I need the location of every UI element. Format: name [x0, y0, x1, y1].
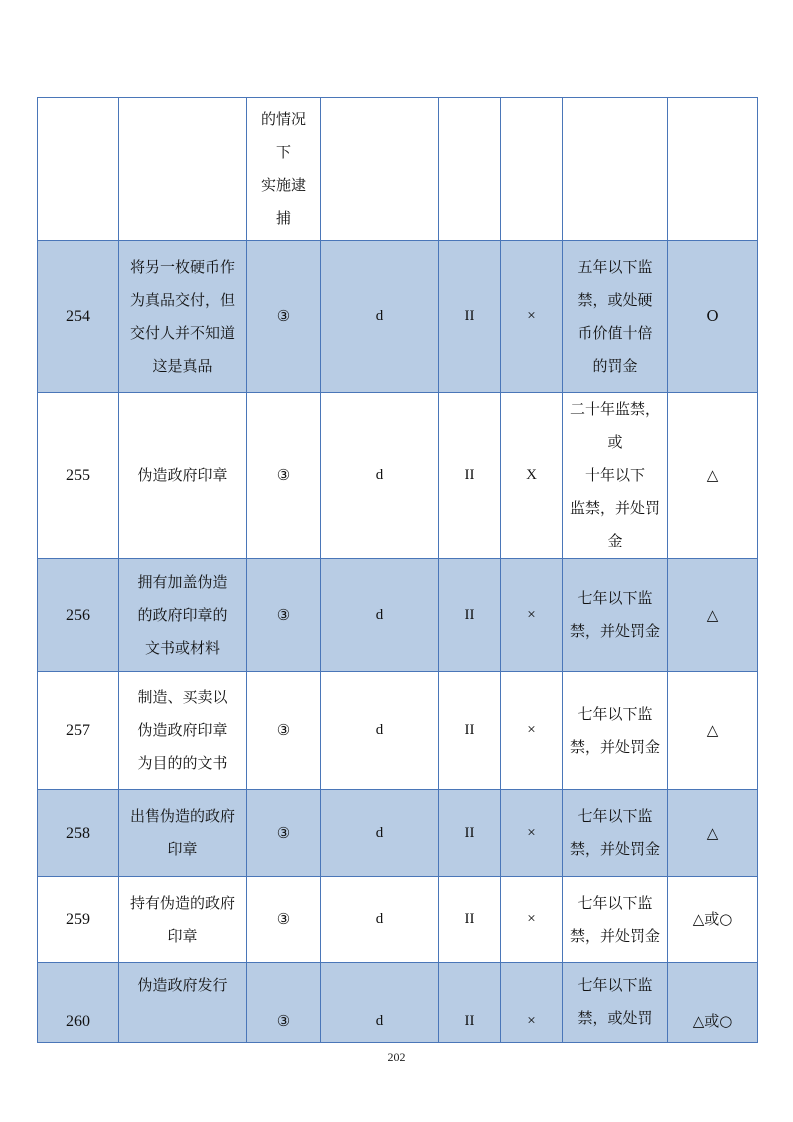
section-number-cell: 258	[38, 790, 119, 877]
table-row	[38, 790, 758, 877]
offense-description-cell: 伪造政府印章	[119, 393, 247, 559]
mark-cell: ×	[501, 559, 563, 672]
offense-table	[37, 97, 758, 1043]
section-number-cell	[38, 98, 119, 241]
offense-description-cell: 持有伪造的政府 印章	[119, 877, 247, 963]
section-number-cell: 257	[38, 672, 119, 790]
class-cell: II	[439, 790, 501, 877]
category-cell: d	[321, 790, 439, 877]
mark-cell: X	[501, 393, 563, 559]
arrest-condition-cell: ③	[247, 877, 321, 963]
symbol-cell	[668, 98, 758, 241]
mark-cell	[501, 98, 563, 241]
class-cell: II	[439, 877, 501, 963]
symbol-cell: △	[668, 559, 758, 672]
penalty-cell: 七年以下监 禁，并处罚金	[563, 672, 668, 790]
arrest-condition-cell: 的情况 下 实施逮 捕	[247, 98, 321, 241]
offense-description-cell	[119, 98, 247, 241]
penalty-cell: 七年以下监 禁，并处罚金	[563, 790, 668, 877]
arrest-condition-cell: ③	[247, 790, 321, 877]
offense-description-cell: 将另一枚硬币作 为真品交付，但 交付人并不知道 这是真品	[119, 241, 247, 393]
arrest-condition-cell: ③	[247, 963, 321, 1043]
penalty-cell	[563, 98, 668, 241]
category-cell	[321, 98, 439, 241]
table-row	[38, 963, 758, 1043]
offense-description-cell: 拥有加盖伪造 的政府印章的 文书或材料	[119, 559, 247, 672]
category-cell: d	[321, 393, 439, 559]
penalty-cell: 七年以下监 禁，并处罚金	[563, 877, 668, 963]
category-cell: d	[321, 877, 439, 963]
symbol-cell: O	[668, 241, 758, 393]
arrest-condition-cell: ③	[247, 393, 321, 559]
offense-description-cell: 伪造政府发行	[119, 963, 247, 1043]
category-cell: d	[321, 963, 439, 1043]
section-number-cell: 259	[38, 877, 119, 963]
section-number-cell: 254	[38, 241, 119, 393]
class-cell: II	[439, 393, 501, 559]
table-row	[38, 98, 758, 241]
table-row	[38, 559, 758, 672]
mark-cell: ×	[501, 241, 563, 393]
symbol-cell: △或○	[668, 877, 758, 963]
page-number: 202	[387, 1050, 406, 1064]
section-number-cell: 255	[38, 393, 119, 559]
class-cell: II	[439, 559, 501, 672]
penalty-cell: 五年以下监 禁，或处硬 币价值十倍 的罚金	[563, 241, 668, 393]
table-row	[38, 672, 758, 790]
category-cell: d	[321, 241, 439, 393]
class-cell: II	[439, 241, 501, 393]
mark-cell: ×	[501, 672, 563, 790]
symbol-cell: △	[668, 790, 758, 877]
penalty-cell: 七年以下监 禁，并处罚金	[563, 559, 668, 672]
penalty-cell: 二十年监禁，或 十年以下 监禁，并处罚 金	[563, 393, 668, 559]
class-cell: II	[439, 963, 501, 1043]
section-number-cell: 260	[38, 963, 119, 1043]
symbol-cell: △或○	[668, 963, 758, 1043]
arrest-condition-cell: ③	[247, 672, 321, 790]
class-cell	[439, 98, 501, 241]
mark-cell: ×	[501, 790, 563, 877]
mark-cell: ×	[501, 963, 563, 1043]
symbol-cell: △	[668, 393, 758, 559]
arrest-condition-cell: ③	[247, 559, 321, 672]
penalty-cell: 七年以下监 禁，或处罚	[563, 963, 668, 1043]
arrest-condition-cell: ③	[247, 241, 321, 393]
table-row	[38, 393, 758, 559]
table-row	[38, 877, 758, 963]
section-number-cell: 256	[38, 559, 119, 672]
offense-description-cell: 出售伪造的政府 印章	[119, 790, 247, 877]
category-cell: d	[321, 672, 439, 790]
mark-cell: ×	[501, 877, 563, 963]
symbol-cell: △	[668, 672, 758, 790]
table-row	[38, 241, 758, 393]
category-cell: d	[321, 559, 439, 672]
offense-description-cell: 制造、买卖以 伪造政府印章 为目的的文书	[119, 672, 247, 790]
class-cell: II	[439, 672, 501, 790]
